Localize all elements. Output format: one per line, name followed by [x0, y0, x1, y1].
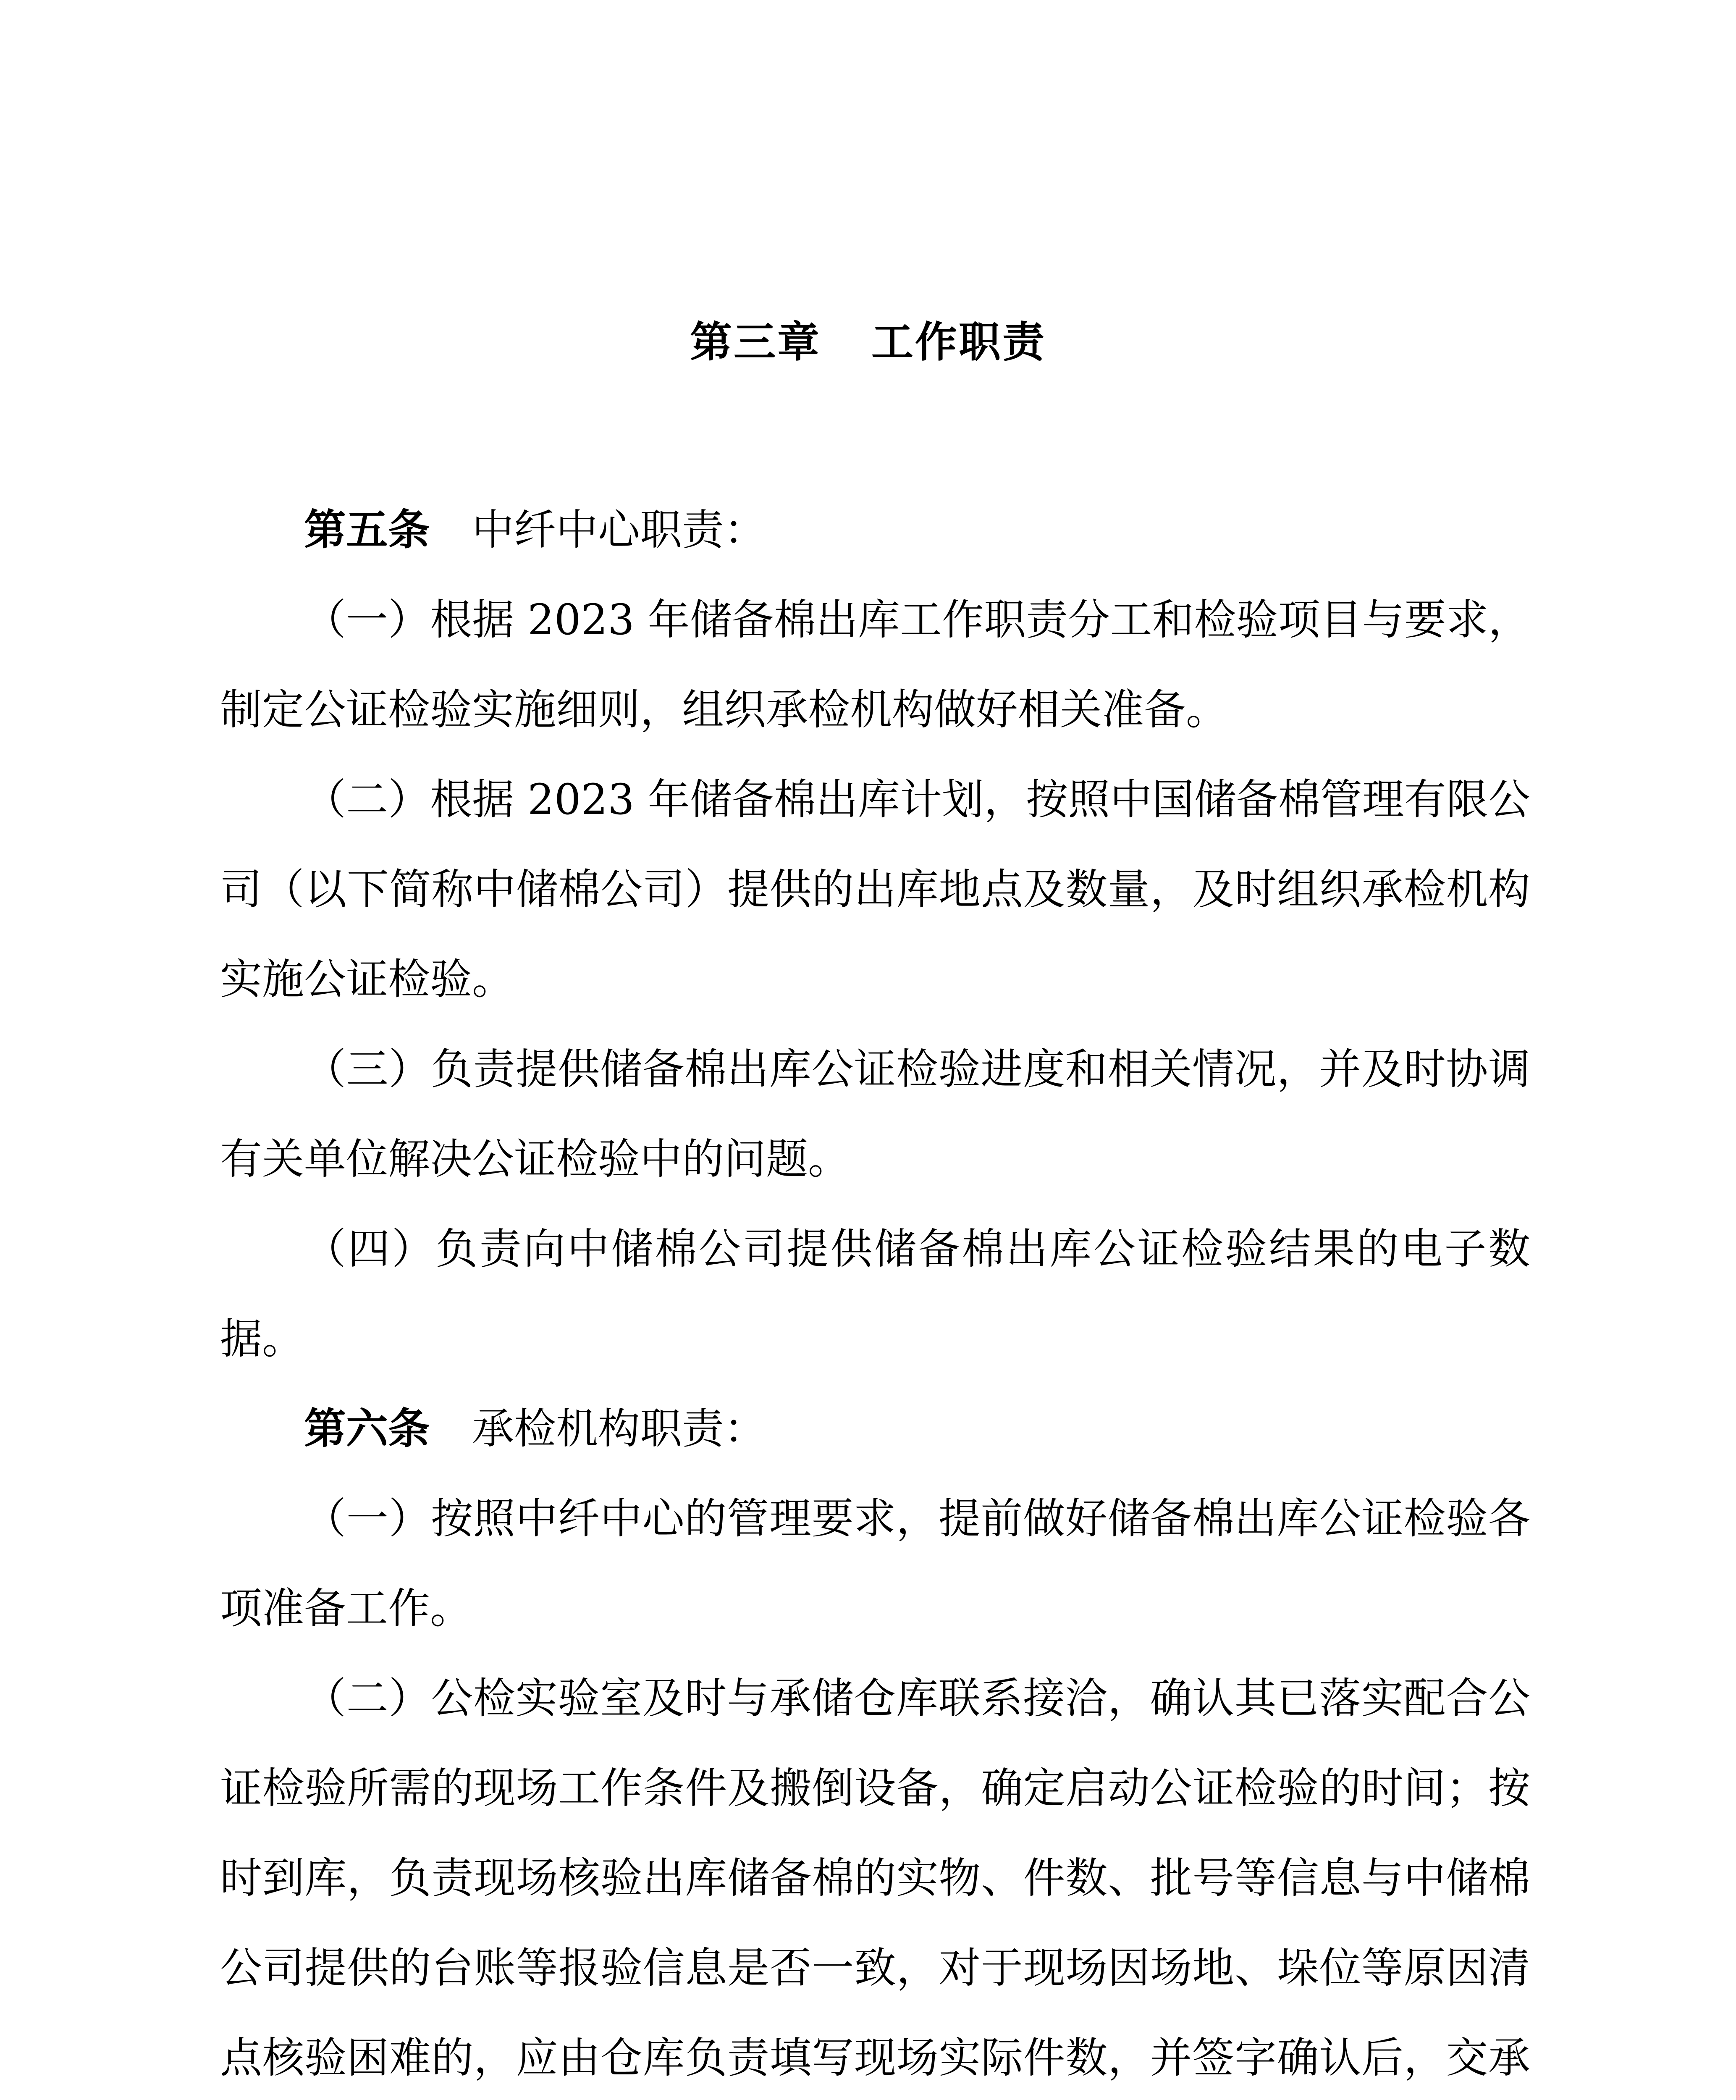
- chapter-number: 第三章: [690, 318, 821, 367]
- article-5-number: 第五条: [304, 505, 430, 554]
- article-6-number: 第六条: [304, 1404, 430, 1453]
- chapter-name: 工作职责: [871, 318, 1046, 367]
- article-5-item-2: （二）根据 2023 年储备棉出库计划，按照中国储备棉管理有限公司（以下简称中储棉公司）提供的出库地点及数量，及时组织承检机构实施公证检验。: [220, 775, 1530, 1004]
- article-6-item-2: （二）公检实验室及时与承储仓库联系接洽，确认其已落实配合公证检验所需的现场工作条件及搬倒设备，确定启动公证检验的时间；按时到库，负责现场核验出库储备棉的实物、件数、批号等信息与中储棉公司提供的台账等报验信息是否一致，对于现场因场地、垛位等原因清点核验困难的，应由仓库负责填写现场实际件数，并签字确认后，交承: [220, 1674, 1530, 2082]
- article-5-title: 中纤中心职责：: [472, 505, 766, 554]
- article-6-title: 承检机构职责：: [472, 1404, 766, 1453]
- article-5-item-4: （四）负责向中储棉公司提供储备棉出库公证检验结果的电子数据。: [220, 1224, 1530, 1363]
- article-6-heading: [220, 1384, 1530, 1474]
- article-5-item-3: （三）负责提供储备棉出库公证检验进度和相关情况，并及时协调有关单位解决公证检验中的问题。: [220, 1045, 1530, 1184]
- chapter-title: [0, 309, 1736, 376]
- article-6-item-1: （一）按照中纤中心的管理要求，提前做好储备棉出库公证检验各项准备工作。: [220, 1494, 1530, 1633]
- document-body: [220, 485, 1530, 2100]
- article-5-item-1: （一）根据 2023 年储备棉出库工作职责分工和检验项目与要求，制定公证检验实施细则，组织承检机构做好相关准备。: [220, 595, 1530, 734]
- article-5-heading: [220, 485, 1530, 575]
